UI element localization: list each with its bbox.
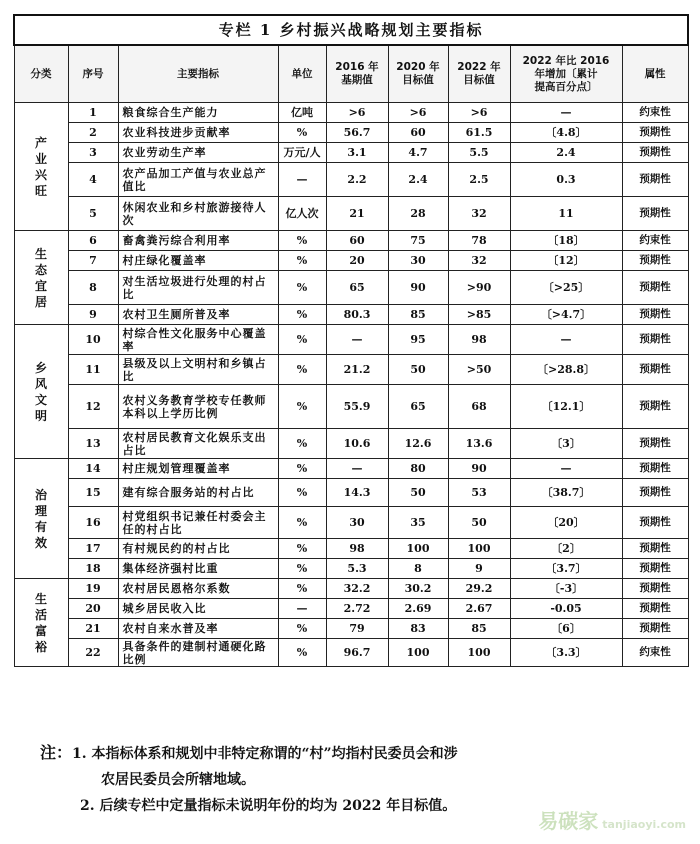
note-1a: 1. 本指标体系和规划中非特定称谓的“村”均指村民委员会和涉 bbox=[72, 746, 458, 762]
seq-cell: 10 bbox=[68, 325, 118, 355]
indicator-cell: 畜禽粪污综合利用率 bbox=[118, 231, 278, 251]
increase-cell: — bbox=[510, 325, 622, 355]
table-row bbox=[14, 355, 688, 385]
base-2016-cell: 98 bbox=[326, 539, 388, 559]
seq-cell: 1 bbox=[68, 103, 118, 123]
category-cell: 产 业 兴 旺 bbox=[14, 103, 68, 231]
target-2020-cell: 12.6 bbox=[388, 429, 448, 459]
target-2020-cell: 80 bbox=[388, 459, 448, 479]
table-row bbox=[14, 639, 688, 667]
unit-cell: % bbox=[278, 251, 326, 271]
target-2020-cell: 100 bbox=[388, 639, 448, 667]
attribute-cell: 预期性 bbox=[622, 579, 688, 599]
attribute-cell: 预期性 bbox=[622, 355, 688, 385]
seq-cell: 13 bbox=[68, 429, 118, 459]
unit-cell: % bbox=[278, 429, 326, 459]
target-2020-cell: 95 bbox=[388, 325, 448, 355]
base-2016-cell: 2.72 bbox=[326, 599, 388, 619]
header-target-2020: 2020 年 目标值 bbox=[388, 45, 448, 103]
base-2016-cell: 32.2 bbox=[326, 579, 388, 599]
indicator-cell: 农村自来水普及率 bbox=[118, 619, 278, 639]
seq-cell: 6 bbox=[68, 231, 118, 251]
table-row bbox=[14, 197, 688, 231]
indicator-cell: 集体经济强村比重 bbox=[118, 559, 278, 579]
seq-cell: 3 bbox=[68, 143, 118, 163]
watermark bbox=[538, 805, 686, 834]
unit-cell: — bbox=[278, 163, 326, 197]
attribute-cell: 预期性 bbox=[622, 459, 688, 479]
base-2016-cell: 65 bbox=[326, 271, 388, 305]
indicator-cell: 村庄绿化覆盖率 bbox=[118, 251, 278, 271]
base-2016-cell: 5.3 bbox=[326, 559, 388, 579]
target-2020-cell: 28 bbox=[388, 197, 448, 231]
seq-cell: 19 bbox=[68, 579, 118, 599]
indicator-cell: 休闲农业和乡村旅游接待人次 bbox=[118, 197, 278, 231]
base-2016-cell: 79 bbox=[326, 619, 388, 639]
indicator-cell: 有村规民约的村占比 bbox=[118, 539, 278, 559]
unit-cell: % bbox=[278, 305, 326, 325]
header-seq: 序号 bbox=[68, 45, 118, 103]
unit-cell: 万元/人 bbox=[278, 143, 326, 163]
indicator-table-container bbox=[13, 14, 687, 667]
increase-cell: 〔2〕 bbox=[510, 539, 622, 559]
attribute-cell: 预期性 bbox=[622, 479, 688, 507]
unit-cell: 亿人次 bbox=[278, 197, 326, 231]
category-cell: 生 活 富 裕 bbox=[14, 579, 68, 667]
target-2020-cell: 75 bbox=[388, 231, 448, 251]
target-2020-cell: 8 bbox=[388, 559, 448, 579]
increase-cell: 〔3〕 bbox=[510, 429, 622, 459]
base-2016-cell: 30 bbox=[326, 507, 388, 539]
header-attribute: 属性 bbox=[622, 45, 688, 103]
seq-cell: 7 bbox=[68, 251, 118, 271]
seq-cell: 22 bbox=[68, 639, 118, 667]
unit-cell: % bbox=[278, 507, 326, 539]
indicator-cell: 农村义务教育学校专任教师本科以上学历比例 bbox=[118, 385, 278, 429]
table-row bbox=[14, 385, 688, 429]
attribute-cell: 预期性 bbox=[622, 271, 688, 305]
seq-cell: 8 bbox=[68, 271, 118, 305]
target-2020-cell: 30 bbox=[388, 251, 448, 271]
attribute-cell: 预期性 bbox=[622, 305, 688, 325]
unit-cell: — bbox=[278, 599, 326, 619]
target-2022-cell: 78 bbox=[448, 231, 510, 251]
attribute-cell: 约束性 bbox=[622, 103, 688, 123]
category-cell: 治 理 有 效 bbox=[14, 459, 68, 579]
indicator-cell: 村庄规划管理覆盖率 bbox=[118, 459, 278, 479]
unit-cell: % bbox=[278, 579, 326, 599]
indicator-table bbox=[13, 14, 689, 667]
target-2022-cell: 29.2 bbox=[448, 579, 510, 599]
target-2020-cell: 50 bbox=[388, 479, 448, 507]
indicator-cell: 具备条件的建制村通硬化路比例 bbox=[118, 639, 278, 667]
seq-cell: 5 bbox=[68, 197, 118, 231]
notes-label: 注： bbox=[40, 743, 73, 762]
target-2022-cell: >50 bbox=[448, 355, 510, 385]
base-2016-cell: >6 bbox=[326, 103, 388, 123]
increase-cell: 〔4.8〕 bbox=[510, 123, 622, 143]
header-increase: 2022 年比 2016 年增加〔累计 提高百分点〕 bbox=[510, 45, 622, 103]
attribute-cell: 约束性 bbox=[622, 639, 688, 667]
seq-cell: 11 bbox=[68, 355, 118, 385]
table-title: 专栏 1 乡村振兴战略规划主要指标 bbox=[14, 15, 688, 45]
base-2016-cell: 60 bbox=[326, 231, 388, 251]
unit-cell: % bbox=[278, 639, 326, 667]
base-2016-cell: 56.7 bbox=[326, 123, 388, 143]
unit-cell: 亿吨 bbox=[278, 103, 326, 123]
target-2020-cell: 30.2 bbox=[388, 579, 448, 599]
target-2022-cell: 68 bbox=[448, 385, 510, 429]
target-2022-cell: 5.5 bbox=[448, 143, 510, 163]
header-base-2016: 2016 年 基期值 bbox=[326, 45, 388, 103]
increase-cell: 11 bbox=[510, 197, 622, 231]
target-2022-cell: 100 bbox=[448, 539, 510, 559]
header-category: 分类 bbox=[14, 45, 68, 103]
indicator-cell: 农业劳动生产率 bbox=[118, 143, 278, 163]
header-unit: 单位 bbox=[278, 45, 326, 103]
increase-cell: -0.05 bbox=[510, 599, 622, 619]
attribute-cell: 预期性 bbox=[622, 599, 688, 619]
indicator-cell: 农村居民恩格尔系数 bbox=[118, 579, 278, 599]
table-row bbox=[14, 143, 688, 163]
base-2016-cell: 14.3 bbox=[326, 479, 388, 507]
indicator-cell: 粮食综合生产能力 bbox=[118, 103, 278, 123]
seq-cell: 2 bbox=[68, 123, 118, 143]
increase-cell: — bbox=[510, 103, 622, 123]
table-row bbox=[14, 619, 688, 639]
increase-cell: 〔3.7〕 bbox=[510, 559, 622, 579]
table-row bbox=[14, 459, 688, 479]
target-2020-cell: 4.7 bbox=[388, 143, 448, 163]
attribute-cell: 预期性 bbox=[622, 197, 688, 231]
target-2020-cell: 35 bbox=[388, 507, 448, 539]
unit-cell: % bbox=[278, 271, 326, 305]
increase-cell: 〔12〕 bbox=[510, 251, 622, 271]
indicator-cell: 建有综合服务站的村占比 bbox=[118, 479, 278, 507]
seq-cell: 12 bbox=[68, 385, 118, 429]
seq-cell: 18 bbox=[68, 559, 118, 579]
watermark-site: tanjiaoyi.com bbox=[602, 818, 686, 831]
target-2020-cell: 83 bbox=[388, 619, 448, 639]
base-2016-cell: 21 bbox=[326, 197, 388, 231]
target-2022-cell: 100 bbox=[448, 639, 510, 667]
target-2022-cell: 50 bbox=[448, 507, 510, 539]
attribute-cell: 预期性 bbox=[622, 123, 688, 143]
attribute-cell: 预期性 bbox=[622, 429, 688, 459]
target-2022-cell: 13.6 bbox=[448, 429, 510, 459]
target-2020-cell: 2.4 bbox=[388, 163, 448, 197]
unit-cell: % bbox=[278, 355, 326, 385]
table-row bbox=[14, 123, 688, 143]
base-2016-cell: 3.1 bbox=[326, 143, 388, 163]
target-2020-cell: 2.69 bbox=[388, 599, 448, 619]
table-row bbox=[14, 539, 688, 559]
unit-cell: % bbox=[278, 559, 326, 579]
unit-cell: % bbox=[278, 231, 326, 251]
target-2020-cell: 90 bbox=[388, 271, 448, 305]
increase-cell: 0.3 bbox=[510, 163, 622, 197]
indicator-cell: 农业科技进步贡献率 bbox=[118, 123, 278, 143]
target-2022-cell: 61.5 bbox=[448, 123, 510, 143]
attribute-cell: 约束性 bbox=[622, 231, 688, 251]
target-2022-cell: 53 bbox=[448, 479, 510, 507]
note-2: 2. 后续专栏中定量指标未说明年份的均为 2022 年目标值。 bbox=[80, 798, 457, 814]
unit-cell: % bbox=[278, 539, 326, 559]
header-target-2022: 2022 年 目标值 bbox=[448, 45, 510, 103]
target-2020-cell: 60 bbox=[388, 123, 448, 143]
target-2022-cell: 32 bbox=[448, 251, 510, 271]
base-2016-cell: — bbox=[326, 325, 388, 355]
unit-cell: % bbox=[278, 123, 326, 143]
indicator-cell: 农村卫生厕所普及率 bbox=[118, 305, 278, 325]
seq-cell: 21 bbox=[68, 619, 118, 639]
attribute-cell: 预期性 bbox=[622, 143, 688, 163]
attribute-cell: 预期性 bbox=[622, 539, 688, 559]
target-2020-cell: 85 bbox=[388, 305, 448, 325]
header-row bbox=[14, 45, 688, 103]
table-row bbox=[14, 103, 688, 123]
base-2016-cell: 80.3 bbox=[326, 305, 388, 325]
indicator-cell: 对生活垃圾进行处理的村占比 bbox=[118, 271, 278, 305]
indicator-cell: 村党组织书记兼任村委会主任的村占比 bbox=[118, 507, 278, 539]
table-row bbox=[14, 579, 688, 599]
target-2022-cell: 2.67 bbox=[448, 599, 510, 619]
target-2022-cell: 85 bbox=[448, 619, 510, 639]
unit-cell: % bbox=[278, 385, 326, 429]
attribute-cell: 预期性 bbox=[622, 163, 688, 197]
indicator-cell: 农产品加工产值与农业总产值比 bbox=[118, 163, 278, 197]
increase-cell: 〔>4.7〕 bbox=[510, 305, 622, 325]
attribute-cell: 预期性 bbox=[622, 251, 688, 271]
increase-cell: 〔-3〕 bbox=[510, 579, 622, 599]
table-row bbox=[14, 429, 688, 459]
target-2020-cell: 50 bbox=[388, 355, 448, 385]
unit-cell: % bbox=[278, 459, 326, 479]
attribute-cell: 预期性 bbox=[622, 619, 688, 639]
base-2016-cell: 96.7 bbox=[326, 639, 388, 667]
watermark-brand: 易碳家 bbox=[538, 809, 599, 833]
increase-cell: 〔>28.8〕 bbox=[510, 355, 622, 385]
table-row bbox=[14, 231, 688, 251]
indicator-cell: 农村居民教育文化娱乐支出占比 bbox=[118, 429, 278, 459]
table-row bbox=[14, 559, 688, 579]
seq-cell: 4 bbox=[68, 163, 118, 197]
indicator-cell: 村综合性文化服务中心覆盖率 bbox=[118, 325, 278, 355]
target-2020-cell: 65 bbox=[388, 385, 448, 429]
category-cell: 生 态 宜 居 bbox=[14, 231, 68, 325]
target-2020-cell: 100 bbox=[388, 539, 448, 559]
target-2022-cell: 32 bbox=[448, 197, 510, 231]
increase-cell: — bbox=[510, 459, 622, 479]
target-2022-cell: >85 bbox=[448, 305, 510, 325]
base-2016-cell: 21.2 bbox=[326, 355, 388, 385]
attribute-cell: 预期性 bbox=[622, 559, 688, 579]
table-row bbox=[14, 163, 688, 197]
unit-cell: % bbox=[278, 619, 326, 639]
increase-cell: 〔3.3〕 bbox=[510, 639, 622, 667]
attribute-cell: 预期性 bbox=[622, 325, 688, 355]
header-indicator: 主要指标 bbox=[118, 45, 278, 103]
unit-cell: % bbox=[278, 479, 326, 507]
target-2022-cell: 90 bbox=[448, 459, 510, 479]
attribute-cell: 预期性 bbox=[622, 507, 688, 539]
increase-cell: 〔38.7〕 bbox=[510, 479, 622, 507]
table-row bbox=[14, 479, 688, 507]
increase-cell: 〔18〕 bbox=[510, 231, 622, 251]
increase-cell: 〔>25〕 bbox=[510, 271, 622, 305]
seq-cell: 17 bbox=[68, 539, 118, 559]
table-row bbox=[14, 507, 688, 539]
increase-cell: 2.4 bbox=[510, 143, 622, 163]
table-row bbox=[14, 271, 688, 305]
target-2022-cell: 2.5 bbox=[448, 163, 510, 197]
target-2022-cell: >90 bbox=[448, 271, 510, 305]
table-row bbox=[14, 251, 688, 271]
seq-cell: 20 bbox=[68, 599, 118, 619]
category-cell: 乡 风 文 明 bbox=[14, 325, 68, 459]
table-row bbox=[14, 305, 688, 325]
seq-cell: 16 bbox=[68, 507, 118, 539]
indicator-cell: 县级及以上文明村和乡镇占比 bbox=[118, 355, 278, 385]
target-2022-cell: >6 bbox=[448, 103, 510, 123]
seq-cell: 14 bbox=[68, 459, 118, 479]
seq-cell: 15 bbox=[68, 479, 118, 507]
base-2016-cell: — bbox=[326, 459, 388, 479]
seq-cell: 9 bbox=[68, 305, 118, 325]
increase-cell: 〔12.1〕 bbox=[510, 385, 622, 429]
note-1b: 农居民委员会所辖地域。 bbox=[101, 772, 255, 788]
target-2022-cell: 98 bbox=[448, 325, 510, 355]
unit-cell: % bbox=[278, 325, 326, 355]
target-2022-cell: 9 bbox=[448, 559, 510, 579]
base-2016-cell: 10.6 bbox=[326, 429, 388, 459]
base-2016-cell: 55.9 bbox=[326, 385, 388, 429]
increase-cell: 〔6〕 bbox=[510, 619, 622, 639]
table-row bbox=[14, 325, 688, 355]
target-2020-cell: >6 bbox=[388, 103, 448, 123]
base-2016-cell: 20 bbox=[326, 251, 388, 271]
increase-cell: 〔20〕 bbox=[510, 507, 622, 539]
table-row bbox=[14, 599, 688, 619]
base-2016-cell: 2.2 bbox=[326, 163, 388, 197]
attribute-cell: 预期性 bbox=[622, 385, 688, 429]
indicator-cell: 城乡居民收入比 bbox=[118, 599, 278, 619]
